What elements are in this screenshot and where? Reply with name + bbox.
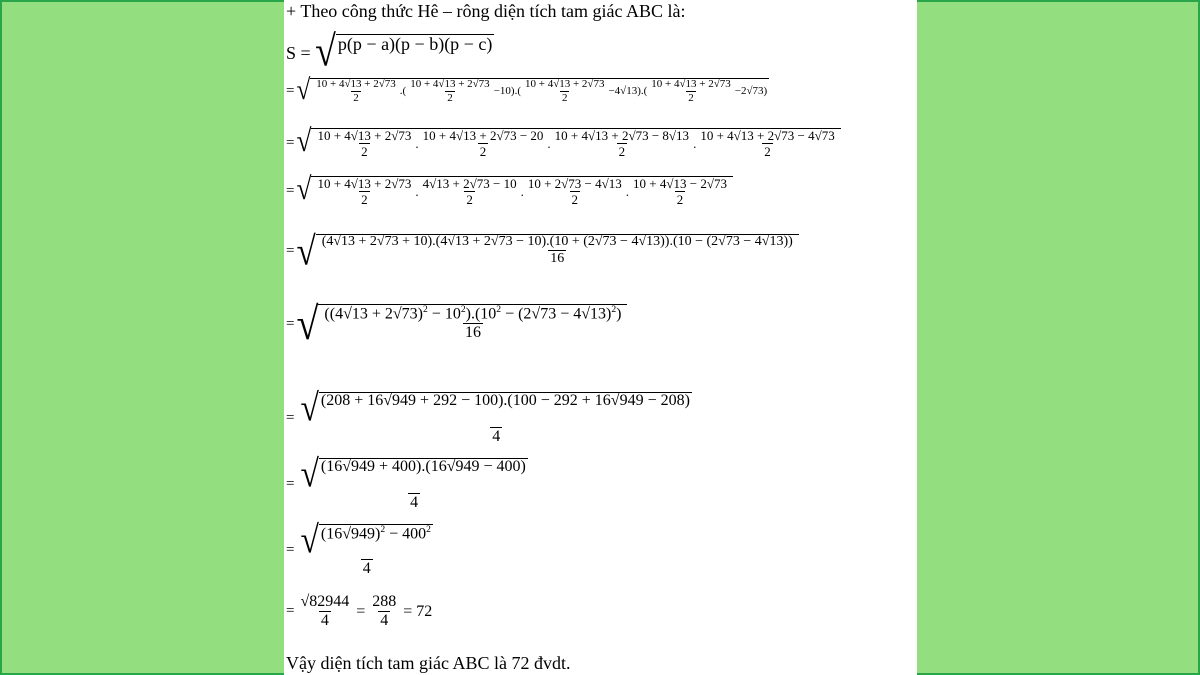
equals-sign: = [286, 134, 295, 151]
step-5 [286, 297, 627, 350]
step-1-frac-den: 2 [353, 92, 359, 104]
heron-formula [286, 27, 494, 77]
step-4 [286, 229, 799, 274]
step-5-denominator: 16 [464, 324, 481, 342]
step-3-frac-4-num: 10 + 4√13 − 2√73 [633, 176, 727, 191]
step-9-frac-2-num: 288 [372, 593, 397, 610]
step-2-frac-1-num: 10 + 4√13 + 2√73 [317, 128, 412, 143]
step-2-radical: √ $\frac{10 + 4√13 + 2√73}{2}$ . $\frac{10 + 4√13 + 2√73 - 20}{2}$ . $\frac{10 + 4√13 + 2√73 - 8√13}{2}$ . $\frac{10 + 4√13 + 2√73 - 4√73}{2}$ [296, 128, 840, 158]
step-4-numerator: (4√13 + 2√73 + 10).(4√13 + 2√73 − 10).(10 + (2√73 − 4√13)).(10 − (2√73 − 4√13)) [321, 234, 793, 249]
step-8-radical: √ $(16√949)^2 - 400^2$ [300, 519, 431, 562]
step-1-frac-den: 2 [688, 92, 694, 104]
step-8-denominator: 4 [362, 559, 371, 577]
step-3-frac-den: 2 [676, 192, 684, 207]
exponent: 2 [611, 304, 617, 315]
step-1-minus-c: −2√73 [734, 85, 764, 97]
intro-text: + Theo công thức Hê – rông diện tích tam giác ABC là: [286, 1, 686, 21]
equals-sign: = [286, 475, 295, 492]
equals-sign: = [286, 243, 295, 259]
equals-sign: = [286, 409, 295, 426]
step-2 [286, 123, 841, 159]
step-5-num-part: − 10 [427, 305, 461, 323]
step-7-radical: √ (16√949 + 400).(16√949 − 400) [300, 453, 526, 496]
s-label: S = [286, 42, 311, 63]
step-7-numerator: (16√949 + 400).(16√949 − 400) [319, 458, 528, 492]
step-6-denominator: 4 [492, 427, 501, 445]
step-2-frac-3-num: 10 + 4√13 + 2√73 − 8√13 [554, 128, 690, 143]
step-3-frac-den: 2 [361, 192, 368, 207]
exponent: 2 [380, 524, 386, 535]
step-7 [286, 453, 532, 511]
step-3 [286, 171, 733, 207]
step-2-frac-den: 2 [764, 144, 771, 159]
step-2-frac-den: 2 [479, 144, 487, 159]
heron-radical: √ p(p − a)(p − b)(p − c) [315, 27, 493, 77]
step-1-radical: √ $\frac{10 + 4√13 + 2√73}{2}$ .( $\frac{10 + 4√13 + 2√73}{2}$ −10 ).( $\frac{10 + 4√13 + 2√73}{2}$ −4√13 ).( $\frac{10 + 4√13 + 2√73}{2}$ −2√73 ) [296, 74, 768, 106]
step-1 [286, 74, 769, 106]
step-2-frac-den: 2 [618, 144, 626, 159]
equals-sign: = [286, 82, 295, 99]
step-8-num-part: (16√949) [320, 525, 381, 543]
step-7-denominator: 4 [410, 493, 419, 511]
exponent: 2 [423, 304, 428, 315]
step-1-minus-a: −10 [493, 85, 511, 97]
step-1-frac-num: 10 + 4√13 + 2√73 [651, 78, 731, 90]
conclusion-text: Vậy diện tích tam giác ABC là 72 đvdt. [286, 653, 571, 673]
step-5-num-part: − (2√73 − 4√13) [501, 305, 612, 323]
exponent: 2 [426, 524, 431, 535]
step-9-frac-1-num: √82944 [300, 593, 350, 610]
step-3-frac-den: 2 [571, 192, 579, 207]
step-1-frac-num: 10 + 4√13 + 2√73 [410, 78, 490, 90]
equals-sign: = [286, 541, 295, 558]
heron-expression: p(p − a)(p − b)(p − c) [336, 34, 494, 72]
equals-sign: = [286, 182, 295, 199]
step-3-frac-den: 2 [466, 192, 473, 207]
step-8 [286, 519, 437, 577]
equals-sign: = [356, 602, 366, 620]
step-3-frac-2-num: 4√13 + 2√73 − 10 [422, 176, 517, 191]
step-5-num-part: ((4√13 + 2√73) [324, 305, 423, 323]
step-2-frac-4-num: 10 + 4√13 + 2√73 − 4√73 [700, 128, 835, 143]
step-9 [286, 594, 432, 629]
step-6-numerator: (208 + 16√949 + 292 − 100).(100 − 292 + 16√949 − 208) [319, 392, 692, 426]
step-6-radical: √ (208 + 16√949 + 292 − 100).(100 − 292 + 16√949 − 208) [300, 387, 690, 430]
step-2-frac-2-num: 10 + 4√13 + 2√73 − 20 [422, 128, 544, 143]
equals-sign: = [286, 315, 295, 332]
document-page [284, 0, 917, 675]
step-2-frac-den: 2 [361, 144, 368, 159]
equals-sign: = [286, 603, 295, 619]
step-1-frac-num: 10 + 4√13 + 2√73 [524, 78, 605, 90]
step-5-num-part: ).(10 [465, 305, 497, 323]
step-1-minus-b: −4√13 [608, 85, 638, 97]
exponent: 2 [460, 304, 466, 315]
final-result: = 72 [403, 602, 433, 620]
exponent: 2 [496, 304, 502, 315]
step-5-radical: √ $\frac{((4√13 + 2√73)^2 - 10^2).(10^2 - (2√73 - 4√13)^2)}{16}$ [296, 304, 627, 344]
step-3-frac-3-num: 10 + 2√73 − 4√13 [527, 176, 622, 191]
step-4-radical: √ (4√13 + 2√73 + 10).(4√13 + 2√73 − 10).(10 + (2√73 − 4√13)).(10 − (2√73 − 4√13)) 16 [296, 234, 798, 269]
step-3-radical: √ $\frac{10 + 4√13 + 2√73}{2}$ . $\frac{4√13 + 2√73 - 10}{2}$ . $\frac{10 + 2√73 - 4√13}{2}$ . $\frac{10 + 4√13 - 2√73}{2}$ [296, 176, 732, 206]
step-6 [286, 387, 696, 445]
step-8-num-part: − 400 [385, 525, 427, 543]
step-1-frac-den: 2 [561, 92, 568, 104]
step-9-frac-1-den: 4 [320, 612, 329, 629]
step-5-num-part: ) [616, 305, 622, 323]
step-1-frac-den: 2 [447, 92, 453, 104]
step-4-denominator: 16 [550, 251, 565, 266]
step-3-frac-1-num: 10 + 4√13 + 2√73 [317, 176, 412, 191]
step-9-frac-2-den: 4 [380, 612, 389, 629]
step-1-frac-num: 10 + 4√13 + 2√73 [316, 78, 396, 90]
